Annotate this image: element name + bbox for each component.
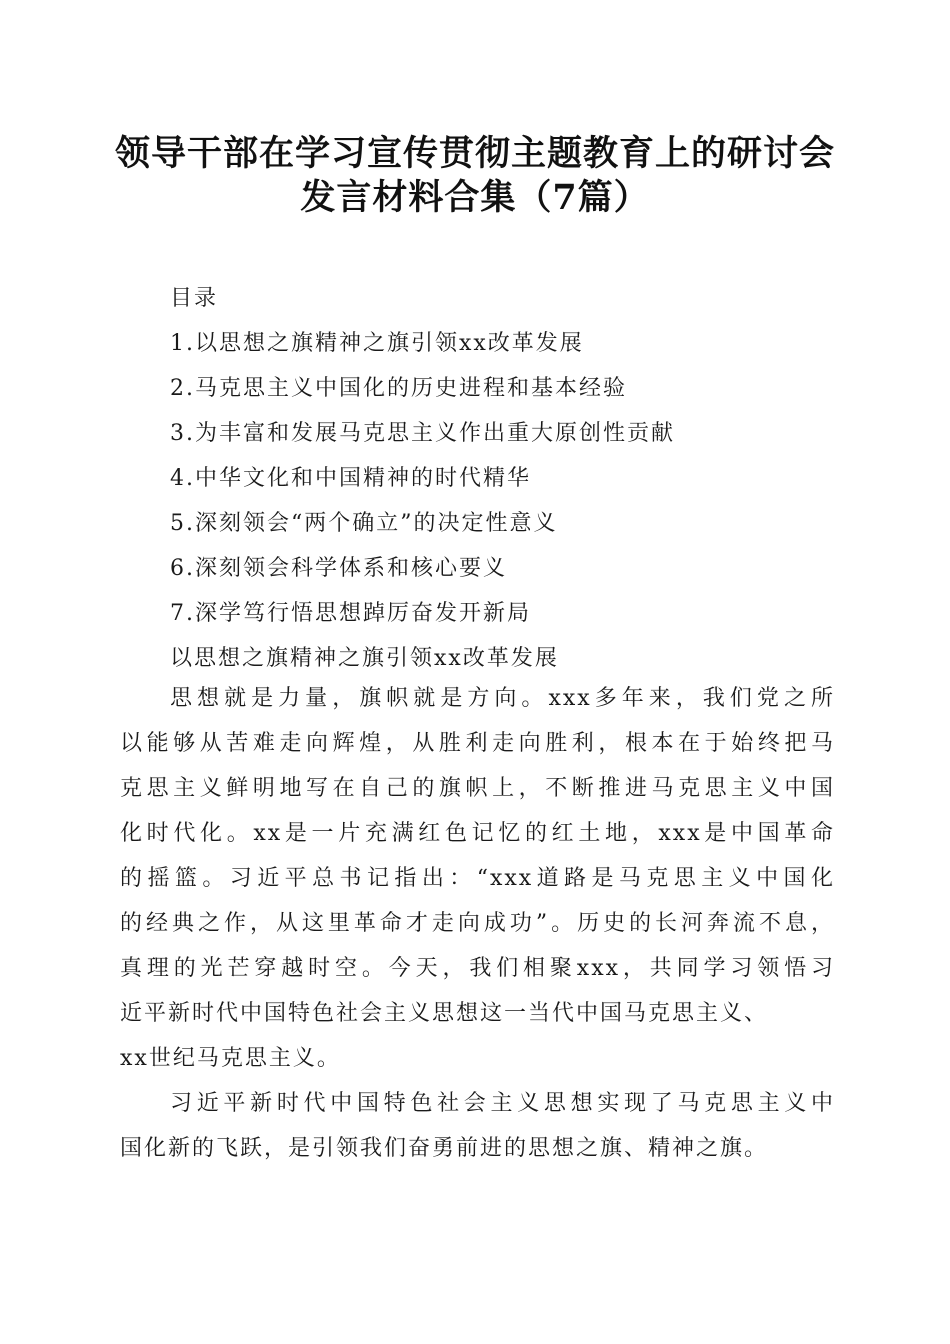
paragraph-line: 国化新的飞跃，是引领我们奋勇前进的思想之旗、精神之旗。 — [120, 1136, 769, 1161]
paragraph-2 — [120, 1081, 835, 1171]
body-text — [120, 676, 835, 1171]
title-line-1: 领导干部在学习宣传贯彻主题教育上的研讨会 — [114, 133, 835, 174]
toc-item-4: 4.中华文化和中国精神的时代精华 — [170, 466, 531, 491]
paragraph-line: 的经典之作，从这里革命才走向成功”。历史的长河奔流不息， — [120, 911, 835, 936]
toc-item-3: 3.为丰富和发展马克思主义作出重大原创性贡献 — [170, 421, 675, 446]
toc-item-5: 5.深刻领会“两个确立”的决定性意义 — [170, 511, 558, 536]
toc-item-6: 6.深刻领会科学体系和核心要义 — [170, 556, 507, 581]
toc-item-1: 1.以思想之旗精神之旗引领xx改革发展 — [170, 331, 584, 356]
title-line-2: 发言材料合集（7篇） — [300, 177, 650, 218]
paragraph-line: 思想就是力量，旗帜就是方向。xxx多年来，我们党之所 — [170, 686, 835, 711]
paragraph-line: 真理的光芒穿越时空。今天，我们相聚xxx，共同学习领悟习 — [120, 956, 835, 981]
table-of-contents — [120, 276, 835, 681]
section-heading: 以思想之旗精神之旗引领xx改革发展 — [170, 646, 559, 671]
toc-heading: 目录 — [170, 286, 219, 311]
toc-item-7: 7.深学笃行悟思想踔厉奋发开新局 — [170, 601, 531, 626]
paragraph-line: 近平新时代中国特色社会主义思想这一当代中国马克思主义、 — [120, 1001, 769, 1026]
paragraph-1 — [120, 676, 835, 1081]
document-title — [100, 132, 850, 220]
toc-item-2: 2.马克思主义中国化的历史进程和基本经验 — [170, 376, 627, 401]
paragraph-line: 的摇篮。习近平总书记指出：“xxx道路是马克思主义中国化 — [120, 866, 835, 891]
paragraph-line: xx世纪马克思主义。 — [120, 1046, 341, 1071]
paragraph-line: 克思主义鲜明地写在自己的旗帜上，不断推进马克思主义中国 — [120, 776, 835, 801]
paragraph-line: 以能够从苦难走向辉煌，从胜利走向胜利，根本在于始终把马 — [120, 731, 835, 756]
paragraph-line: 化时代化。xx是一片充满红色记忆的红土地，xxx是中国革命 — [120, 821, 835, 846]
paragraph-line: 习近平新时代中国特色社会主义思想实现了马克思主义中 — [170, 1091, 835, 1116]
